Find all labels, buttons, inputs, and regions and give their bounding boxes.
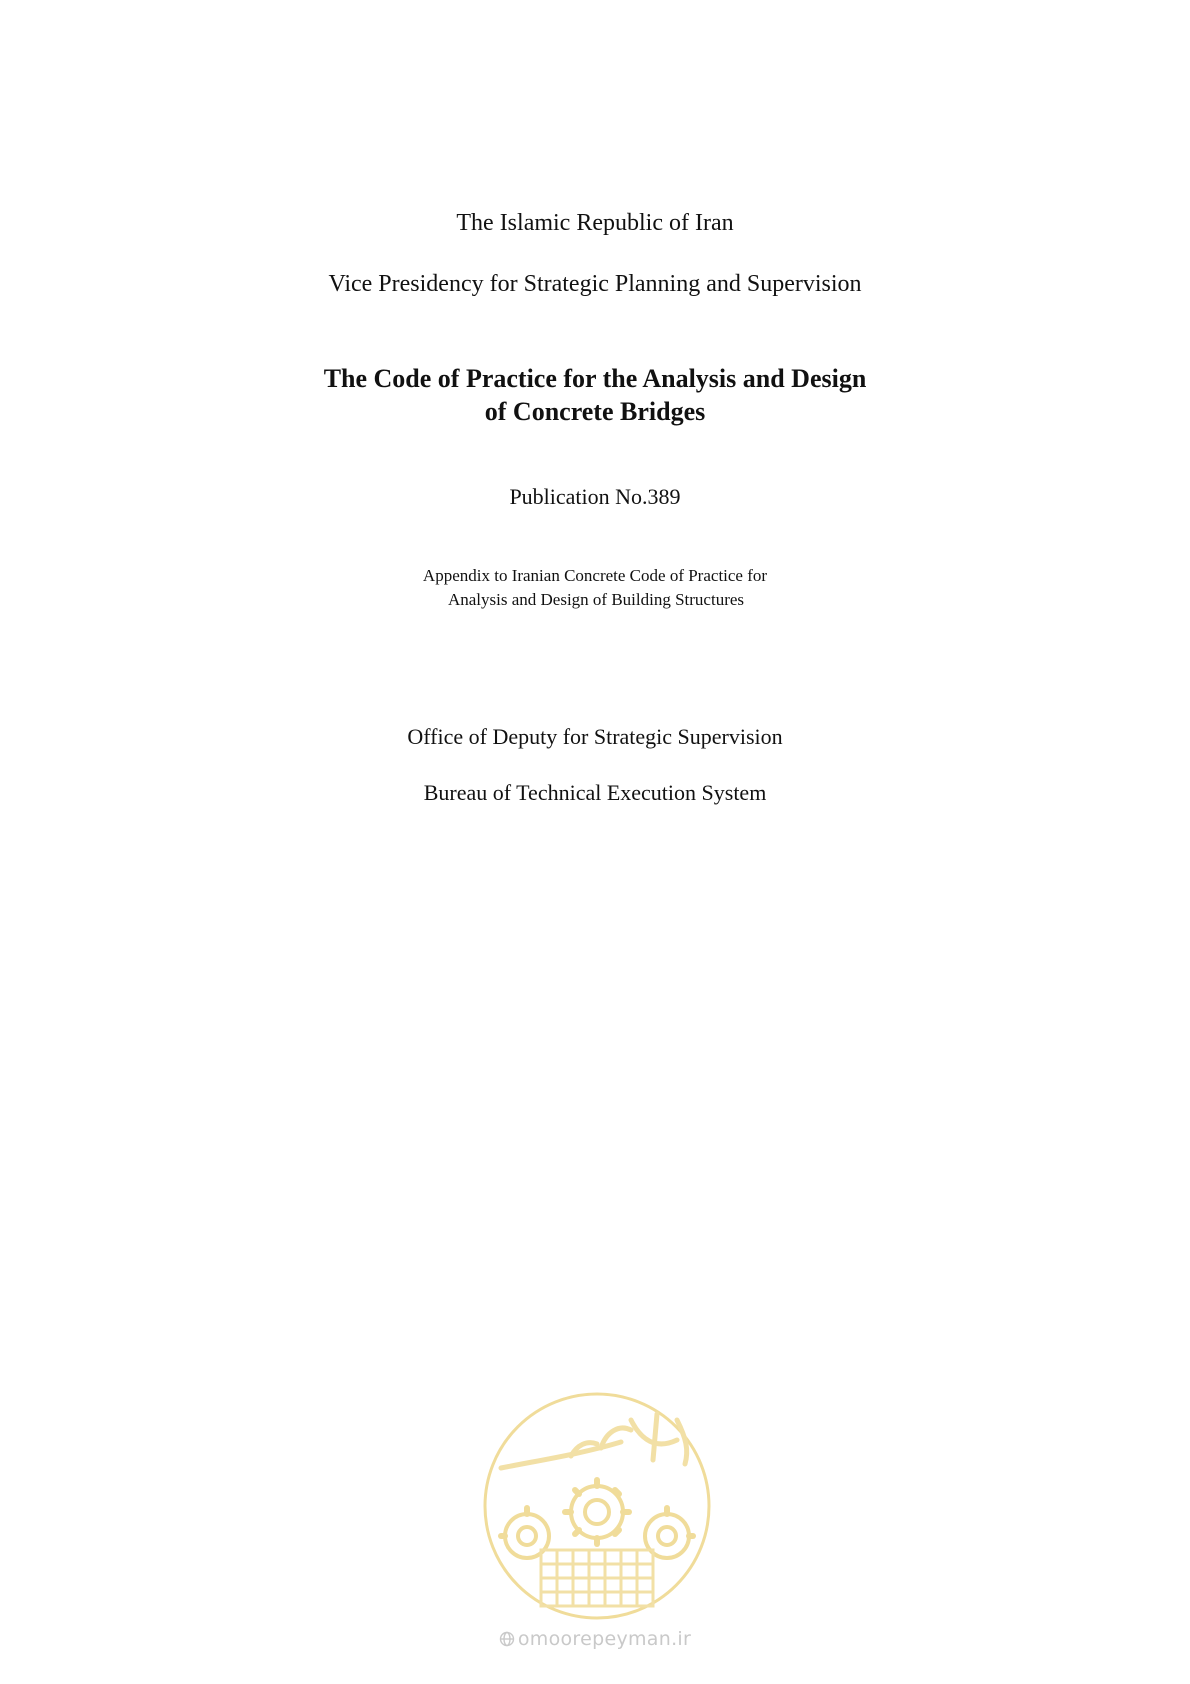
appendix-line-2: Analysis and Design of Building Structures [447, 590, 745, 609]
publication-number: Publication No.389 [509, 484, 681, 509]
document-title-line-1: The Code of Practice for the Analysis and Design [323, 364, 867, 393]
watermark-caption [0, 1628, 1190, 1650]
bureau-name: Bureau of Technical Execution System [423, 780, 767, 805]
document-title [0, 362, 1190, 428]
country-name: The Islamic Republic of Iran [456, 210, 734, 236]
watermark-website: omoorepeyman.ir [517, 1628, 692, 1650]
globe-icon [499, 1631, 515, 1647]
appendix-line-1: Appendix to Iranian Concrete Code of Practice for [422, 566, 768, 585]
organization-name: Vice Presidency for Strategic Planning and Supervision [328, 271, 862, 297]
appendix-note [0, 564, 1190, 612]
office-name: Office of Deputy for Strategic Supervision [407, 724, 783, 749]
watermark-seal-logo [481, 1390, 713, 1622]
document-title-line-2: of Concrete Bridges [484, 397, 706, 426]
